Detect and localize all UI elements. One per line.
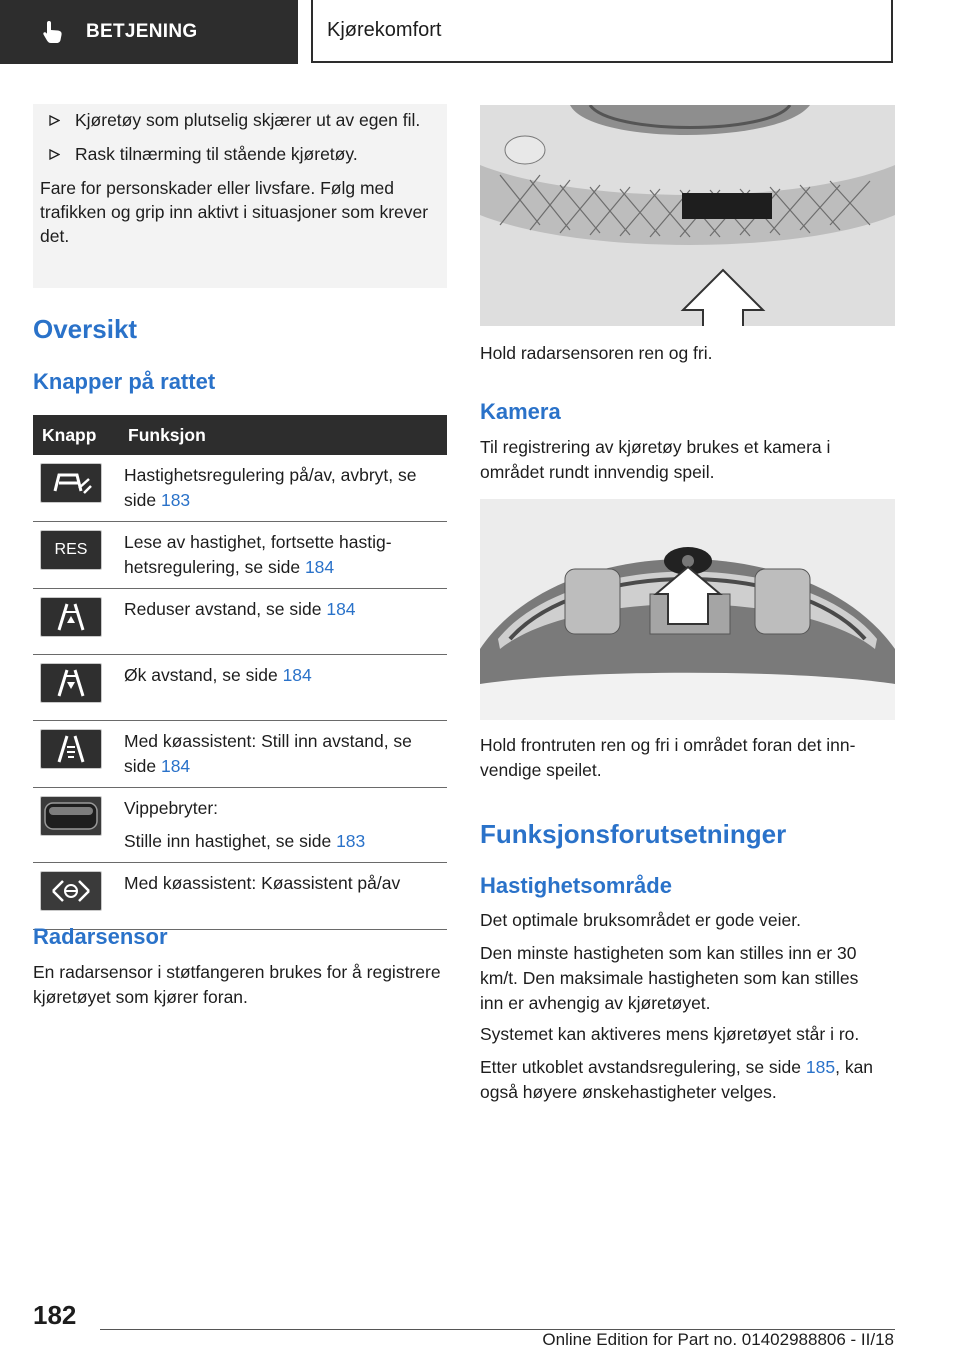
camera-windshield-image [480,499,895,720]
warning-box [33,104,447,288]
chapter-tab [311,0,893,63]
table-row [33,522,447,589]
function-text: Med køassistent: Køassistent på/av [124,863,447,930]
function-text: Lese av hastighet, fortsette hastighetsregulering, se side 184 [124,522,447,589]
requirements-p2: Den minste hastigheten som kan stilles inn er 30 km/t. Den maksimale hastigheten som kan stilles inn er avhengig av kjøretøyet. [480,943,859,1013]
table-header [33,415,447,455]
increase-distance-icon [40,663,102,703]
camera-heading: Kamera [480,399,561,424]
traffic-jam-assistant-icon [40,871,102,911]
table-row [33,788,447,863]
table-row [33,863,447,930]
speed-range-subheading: Hastighetsområde [480,873,672,898]
page-link[interactable]: 184 [282,665,312,685]
requirements-p4: Etter utkoblet avstandsregulering, se side 185, kan også høyere ønskehastigheter velges. [480,1057,874,1102]
section-title: BETJENING [86,21,198,42]
page-link[interactable]: 183 [160,490,191,510]
rocker-switch-icon [40,796,102,836]
page-link[interactable]: 184 [304,557,335,577]
radar-text: En radarsensor i støtfangeren brukes for å registrere kjøretøyet som kjører foran. [33,962,441,1007]
cruise-control-icon [40,463,102,503]
bullet-triangle-icon [49,115,60,126]
table-row [33,589,447,655]
section-tab [0,0,298,64]
col-header-function: Funksjon [124,415,447,455]
requirements-p1: Det optimale bruksområdet er gode veier. [480,910,801,930]
warning-bullet: Kjøretøy som plutselig skjærer ut av egen fil. [40,108,439,132]
requirements-heading: Funksjonsforutsetninger [480,819,787,849]
function-text: Med køassistent: Still inn avstand, se side 184 [124,721,447,788]
page-link[interactable]: 185 [805,1057,836,1077]
function-text: Vippebryter: Stille inn hastighet, se side 183 [124,788,447,863]
queue-distance-icon [40,729,102,769]
page-number: 182 [33,1300,77,1330]
page-link[interactable]: 183 [336,831,366,851]
table-row [33,455,447,522]
chapter-title: Kjørekomfort [327,19,442,41]
radar-sensor-image [480,105,895,326]
col-header-button: Knapp [33,415,124,455]
camera-text: Til registrering av kjøretøy brukes et kamera i området rundt innvendig speil. [480,437,831,482]
edition-text: Online Edition for Part no. 01402988806 - II/18 [542,1330,894,1349]
page-link[interactable]: 184 [326,599,356,619]
table-row [33,655,447,721]
warning-text: Fare for personskader eller livsfare. Følg med trafikken og grip inn aktivt i situasjoner som krever det. [40,178,429,246]
requirements-p3: Systemet kan aktiveres mens kjøretøyet står i ro. [480,1024,860,1044]
bullet-triangle-icon [49,149,60,160]
function-text: Reduser avstand, se side 184 [124,589,447,655]
function-text: Øk avstand, se side 184 [124,655,447,721]
overview-heading: Oversikt [33,314,138,344]
reduce-distance-icon [40,597,102,637]
radar-heading: Radarsensor [33,924,168,949]
radar-caption: Hold radarsensoren ren og fri. [480,343,713,363]
table-row [33,721,447,788]
function-text: Hastighetsregulering på/av, avbryt, se side 183 [124,455,447,522]
pointing-hand-icon [40,19,66,45]
warning-bullet: Rask tilnærming til stående kjøretøy. [40,142,439,166]
buttons-subheading: Knapper på rattet [33,369,216,394]
res-icon: RES [40,530,102,570]
page-link[interactable]: 184 [160,756,191,776]
steering-buttons-table [33,415,447,930]
camera-caption: Hold frontruten ren og fri i området foran det innvendige speilet. [480,735,856,780]
